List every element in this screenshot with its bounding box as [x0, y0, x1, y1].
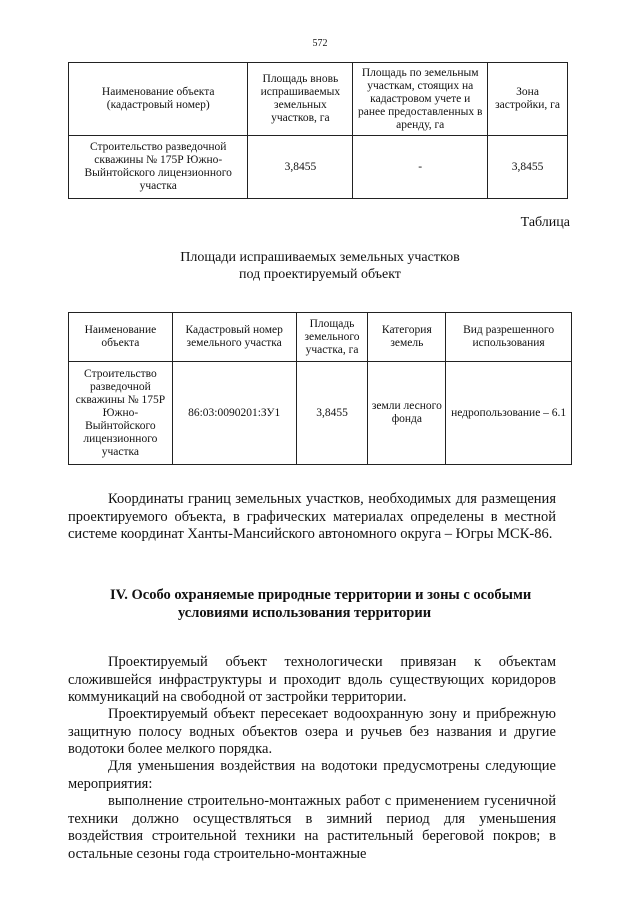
table-row — [69, 136, 568, 199]
cell-cadastral-number: 86:03:0090201:ЗУ1 — [172, 362, 296, 465]
header-object-name: Наименование объекта (кадастровый номер) — [69, 63, 248, 136]
cell-land-category: земли лесного фонда — [368, 362, 446, 465]
cell-object-name: Строительство разведочной скважины № 175Р Южно-Выйнтойского лицензионного участка — [69, 362, 173, 465]
header-cadastral-number: Кадастровый номер земельного участка — [172, 313, 296, 362]
header-permitted-use: Вид разрешенного использования — [446, 313, 572, 362]
table-row — [69, 362, 572, 465]
table-title-line-1: Площади испрашиваемых земельных участков — [180, 250, 460, 265]
lots-area-table — [68, 62, 568, 199]
header-registered-area: Площадь по земельным участкам, стоящих на кадастровом учете и ранее предоставленных в аренду, га — [353, 63, 488, 136]
section-heading-line-2: условиями использования территории — [178, 605, 432, 621]
header-lot-area: Площадь земельного участка, га — [296, 313, 368, 362]
header-new-area: Площадь вновь испрашиваемых земельных участков, га — [248, 63, 353, 136]
section-heading — [68, 586, 572, 622]
table-header-row — [69, 63, 568, 136]
cell-registered-area: - — [353, 136, 488, 199]
page-number: 572 — [312, 38, 328, 49]
paragraph-measures-intro: Для уменьшения воздействия на водотоки предусмотрены следующие мероприятия: — [68, 758, 556, 792]
paragraph-infrastructure: Проектируемый объект технологически привязан к объектам сложившейся инфраструктуры и проходит вдоль существующих коридоров коммуникаций на свободной от застройки территории. — [68, 654, 556, 705]
coordinates-paragraph: Координаты границ земельных участков, необходимых для размещения проектируемого объекта, в графических материалах определены в местной системе координат Ханты-Мансийского автономного округа – Югры МСК-86. — [68, 491, 556, 542]
paragraph-construction-works: выполнение строительно-монтажных работ с применением гусеничной техники должно осуществляться в зимний период для уменьшения воздействия строительной техники на растительный береговой покров; в остальные сезоны года строительно-монтажные — [68, 793, 556, 862]
section-heading-line-1: IV. Особо охраняемые природные территории и зоны с особыми — [110, 587, 532, 603]
cell-build-zone: 3,8455 — [488, 136, 568, 199]
header-build-zone: Зона застройки, га — [488, 63, 568, 136]
header-object-name: Наименование объекта — [69, 313, 173, 362]
cell-object-name: Строительство разведочной скважины № 175Р Южно-Выйнтойского лицензионного участка — [69, 136, 248, 199]
cell-permitted-use: недропользование – 6.1 — [446, 362, 572, 465]
table-header-row — [69, 313, 572, 362]
header-land-category: Категория земель — [368, 313, 446, 362]
table-title — [0, 249, 640, 283]
cell-new-area: 3,8455 — [248, 136, 353, 199]
paragraph-water-zone: Проектируемый объект пересекает водоохранную зону и прибрежную защитную полосу водных объектов озера и ручьев без названия и другие водотоки более мелкого порядка. — [68, 706, 556, 757]
requested-lots-table — [68, 312, 572, 465]
table-label: Таблица — [520, 215, 570, 230]
table-title-line-2: под проектируемый объект — [239, 267, 401, 282]
cell-lot-area: 3,8455 — [296, 362, 368, 465]
